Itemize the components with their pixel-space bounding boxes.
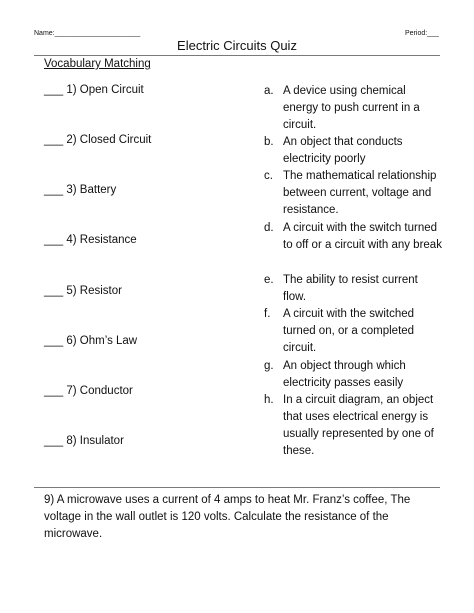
definition-item [264, 220, 444, 254]
definition-letter: d. [264, 222, 274, 234]
definition-text: A circuit with the switch turned to off or a circuit with any break [283, 222, 442, 251]
definition-letter: b. [264, 136, 274, 148]
question-9: 9) A microwave uses a current of 4 amps to heat Mr. Franz’s coffee, The voltage in the wall outlet is 120 volts. Calculate the resistance of the microwave. [44, 494, 411, 540]
definition-item [264, 306, 444, 357]
term-item: ___ 6) Ohm’s Law [44, 335, 138, 347]
definition-text: The ability to resist current flow. [283, 274, 418, 303]
question-divider [34, 487, 440, 488]
term-item: ___ 1) Open Circuit [44, 84, 144, 96]
definition-item [264, 168, 444, 219]
definition-letter: c. [264, 170, 273, 182]
term-item: ___ 8) Insulator [44, 435, 124, 447]
definition-text: An object through which electricity passes easily [283, 360, 406, 389]
term-item: ___ 2) Closed Circuit [44, 134, 152, 146]
period-field: Period:___ [405, 30, 439, 37]
definition-item [264, 134, 444, 168]
definition-letter: e. [264, 274, 274, 286]
definition-text: A device using chemical energy to push current in a circuit. [283, 85, 420, 131]
definition-letter: g. [264, 360, 274, 372]
definition-text: In a circuit diagram, an object that uses electrical energy is usually represented by one of these. [283, 394, 434, 457]
section-title: Vocabulary Matching [44, 58, 151, 70]
definition-letter: h. [264, 394, 274, 406]
definition-letter: a. [264, 85, 274, 97]
definition-text: A circuit with the switched turned on, or a completed circuit. [283, 308, 415, 354]
definition-item [264, 83, 444, 134]
definition-item [264, 392, 444, 460]
definition-text: The mathematical relationship between current, voltage and resistance. [283, 170, 437, 216]
term-item: ___ 3) Battery [44, 184, 117, 196]
definition-text: An object that conducts electricity poorly [283, 136, 403, 165]
title-divider [34, 55, 440, 56]
definition-letter: f. [264, 308, 271, 320]
page-title: Electric Circuits Quiz [177, 38, 297, 53]
definition-item [264, 272, 444, 306]
term-item: ___ 4) Resistance [44, 234, 137, 246]
name-field: Name:______________________ [34, 30, 141, 37]
term-item: ___ 5) Resistor [44, 285, 122, 297]
term-item: ___ 7) Conductor [44, 385, 133, 397]
definition-item [264, 358, 444, 392]
